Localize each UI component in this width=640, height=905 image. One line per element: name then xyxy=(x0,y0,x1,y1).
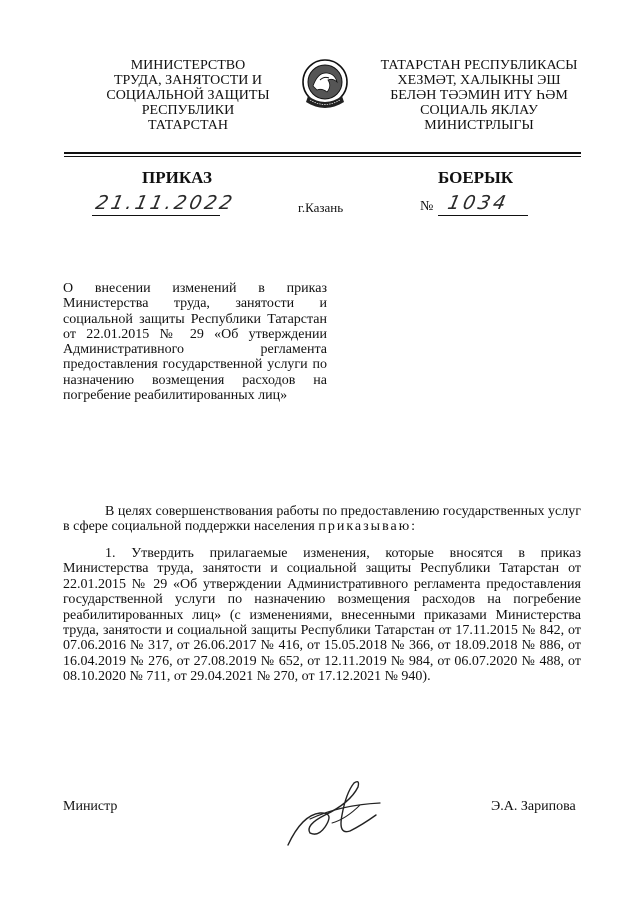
order-subject: О внесении изменений в приказ Министерства труда, занятости и социальной защиты Республики Татарстан от 22.01.2015 № 29 «Об утверждении Административного регламента предоставления государственной услуги по назначению возмещения расходов на погребение реабилитированных лиц» xyxy=(63,281,327,404)
header-left-line: ТРУДА, ЗАНЯТОСТИ И xyxy=(114,73,262,88)
order-number-field xyxy=(438,193,528,216)
body-item-1-text: 1. Утвердить прилагаемые изменения, которые вносятся в приказ Министерства труда, занятости и социальной защиты Республики Татарстан от 22.01.2015 № 29 «Об утверждении Административного регламента предоставления государственной услуги по назначению возмещения расходов на погребение реабилитированных лиц» (с изменениями, внесенными приказами Министерства труда, занятости и социальной защиты Республики Татарстан от 17.11.2015 № 842, от 07.06.2016 № 317, от 26.06.2017 № 416, от 15.05.2018 № 366, от 18.09.2018 № 886, от 16.04.2019 № 276, от 27.08.2019 № 652, от 12.11.2019 № 984, от 06.07.2020 № 488, от 08.10.2020 № 711, от 29.04.2021 № 270, от 17.12.2021 № 940). xyxy=(63,546,581,685)
body-item-1 xyxy=(63,546,581,685)
body-intro-command: приказываю: xyxy=(318,519,418,535)
header-right-line: ТАТАРСТАН РЕСПУБЛИКАСЫ xyxy=(380,58,578,73)
header-right-line: МИНИСТРЛЫГЫ xyxy=(424,118,534,133)
order-city: г.Казань xyxy=(298,200,344,215)
header-right-line: СОЦИАЛЬ ЯКЛАУ xyxy=(420,103,538,118)
signatory-title: Министр xyxy=(63,799,118,814)
order-title-russian: ПРИКАЗ xyxy=(142,168,212,187)
header-left-line: ТАТАРСТАН xyxy=(147,118,229,133)
ministry-name-tatar xyxy=(360,58,598,133)
header-divider xyxy=(64,152,581,157)
tatarstan-emblem-icon xyxy=(300,56,350,120)
header-right-line: БЕЛӘН ТӘЭМИН ИТҮ ҺӘМ xyxy=(390,88,568,103)
order-date-field xyxy=(92,192,238,216)
header-left-line: РЕСПУБЛИКИ xyxy=(141,103,235,118)
order-date: 21.11.2022 xyxy=(93,192,238,214)
header-left-line: СОЦИАЛЬНОЙ ЗАЩИТЫ xyxy=(106,88,270,103)
handwritten-signature xyxy=(280,775,390,855)
order-number-label: № xyxy=(420,199,434,214)
order-number: 1034 xyxy=(445,192,511,214)
header-right-line: ХЕЗМӘТ, ХАЛЫКНЫ ЭШ xyxy=(397,73,561,88)
body-intro-paragraph xyxy=(63,504,581,535)
order-title-tatar: БОЕРЫК xyxy=(438,168,514,187)
ministry-name-russian xyxy=(78,58,298,133)
body-intro-text: В целях совершенствования работы по предоставлению государственных услуг в сфере социальной поддержки населения xyxy=(63,504,581,535)
signatory-name: Э.А. Зарипова xyxy=(491,799,576,814)
header-left-line: МИНИСТЕРСТВО xyxy=(130,58,246,73)
